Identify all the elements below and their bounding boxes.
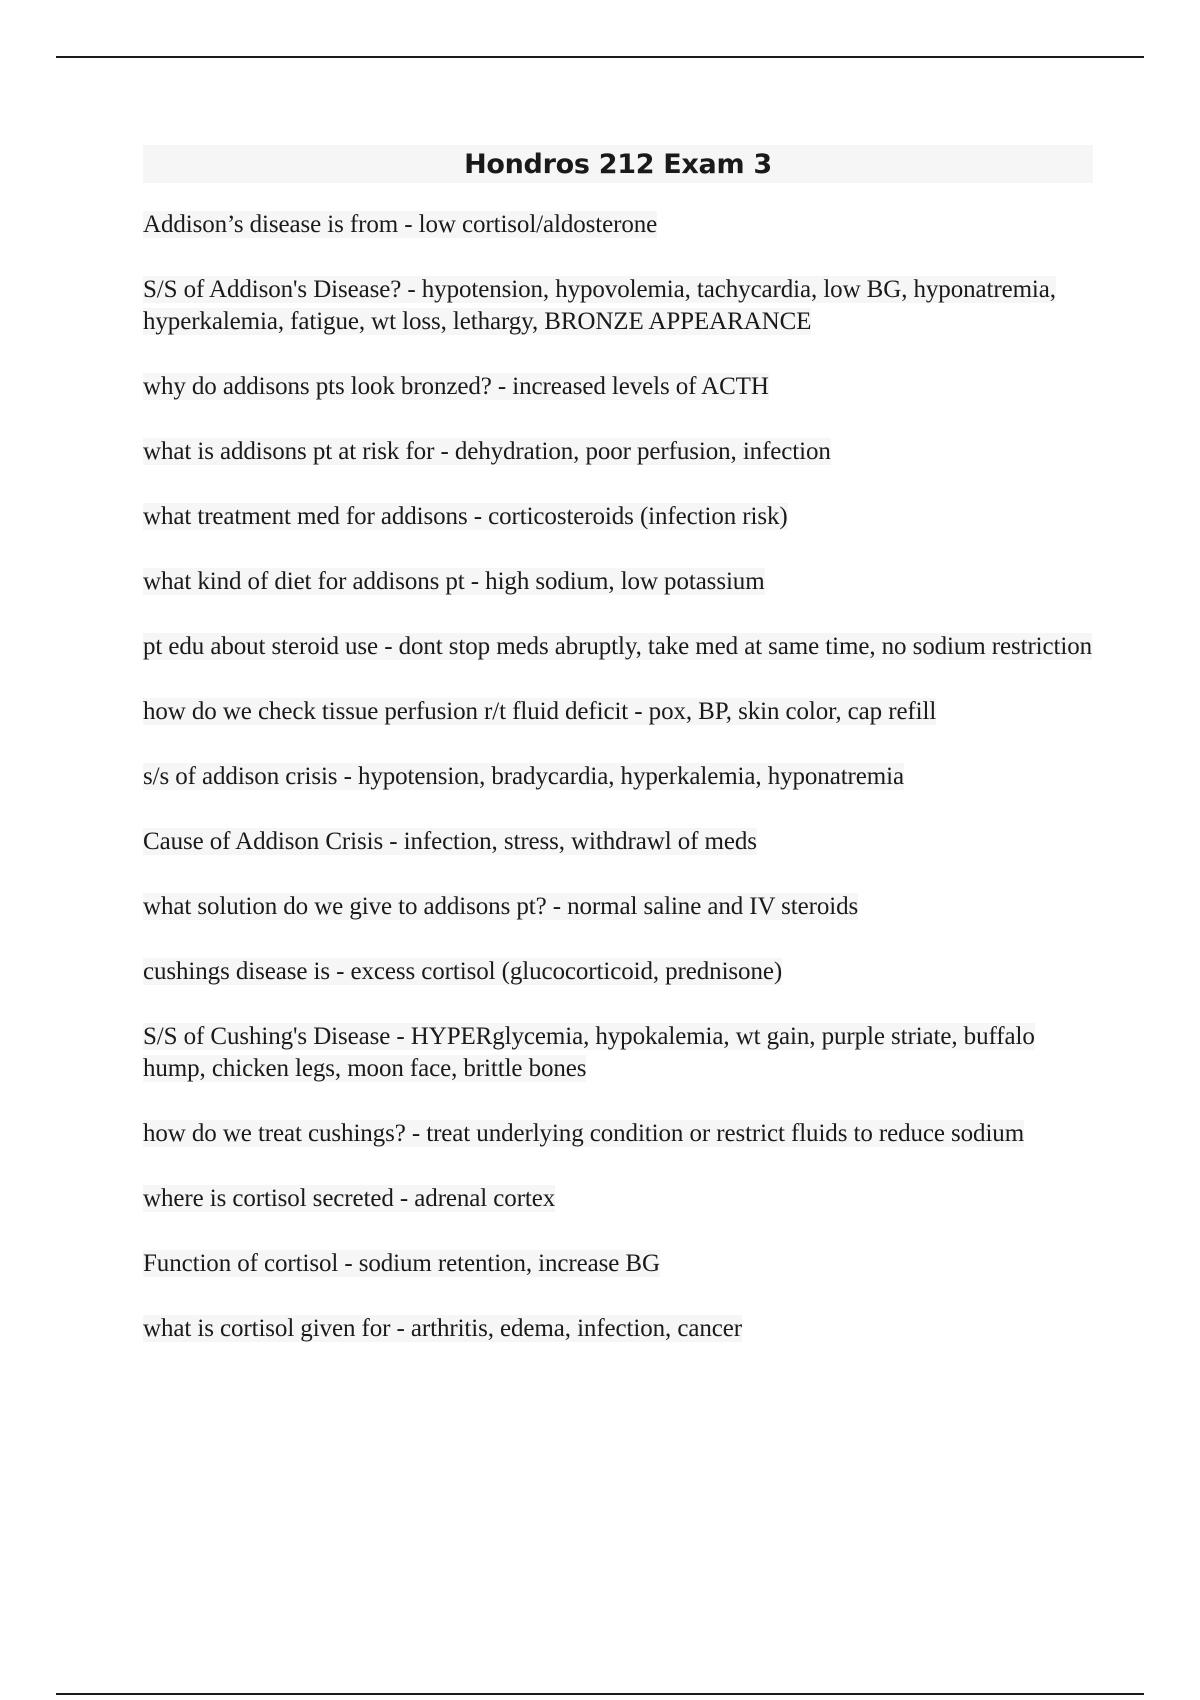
qa-item <box>143 891 1093 923</box>
qa-item <box>143 209 1093 241</box>
qa-item <box>143 371 1093 403</box>
qa-text: what treatment med for addisons - corticosteroids (infection risk) <box>143 503 788 530</box>
qa-text: why do addisons pts look bronzed? - increased levels of ACTH <box>143 373 769 400</box>
qa-item <box>143 274 1093 338</box>
qa-item <box>143 1248 1093 1280</box>
qa-text: Function of cortisol - sodium retention, increase BG <box>143 1250 660 1277</box>
qa-text: what is cortisol given for - arthritis, edema, infection, cancer <box>143 1315 742 1342</box>
qa-text: what kind of diet for addisons pt - high sodium, low potassium <box>143 568 765 595</box>
qa-item <box>143 1313 1093 1345</box>
qa-item <box>143 696 1093 728</box>
qa-item <box>143 436 1093 468</box>
header-rule <box>56 56 1144 58</box>
qa-text: where is cortisol secreted - adrenal cortex <box>143 1185 556 1212</box>
qa-item <box>143 1021 1093 1085</box>
document-title: Hondros 212 Exam 3 <box>464 148 772 180</box>
qa-item <box>143 761 1093 793</box>
qa-item <box>143 956 1093 988</box>
document-body <box>143 145 1093 1378</box>
qa-text: s/s of addison crisis - hypotension, bradycardia, hyperkalemia, hyponatremia <box>143 763 904 790</box>
qa-text: S/S of Addison's Disease? - hypotension, hypovolemia, tachycardia, low BG, hyponatremia, hyperkalemia, fatigue, wt loss, lethargy, BRONZE APPEARANCE <box>143 276 1056 335</box>
qa-text: S/S of Cushing's Disease - HYPERglycemia, hypokalemia, wt gain, purple striate, buffalo hump, chicken legs, moon face, brittle bones <box>143 1023 1035 1082</box>
title-band <box>143 145 1093 183</box>
qa-item <box>143 1183 1093 1215</box>
qa-item <box>143 1118 1093 1150</box>
qa-item <box>143 631 1093 663</box>
qa-item <box>143 566 1093 598</box>
qa-item <box>143 826 1093 858</box>
qa-item <box>143 501 1093 533</box>
qa-text: pt edu about steroid use - dont stop meds abruptly, take med at same time, no sodium restriction <box>143 633 1093 660</box>
qa-text: cushings disease is - excess cortisol (glucocorticoid, prednisone) <box>143 958 783 985</box>
qa-text: how do we check tissue perfusion r/t fluid deficit - pox, BP, skin color, cap refill <box>143 698 937 725</box>
qa-text: what is addisons pt at risk for - dehydration, poor perfusion, infection <box>143 438 831 465</box>
qa-text: Cause of Addison Crisis - infection, stress, withdrawl of meds <box>143 828 757 855</box>
qa-text: how do we treat cushings? - treat underlying condition or restrict fluids to reduce sodium <box>143 1120 1025 1147</box>
footer-rule <box>56 1693 1144 1695</box>
qa-text: what solution do we give to addisons pt? - normal saline and IV steroids <box>143 893 859 920</box>
qa-list <box>143 209 1093 1345</box>
qa-text: Addison’s disease is from - low cortisol/aldosterone <box>143 211 658 238</box>
